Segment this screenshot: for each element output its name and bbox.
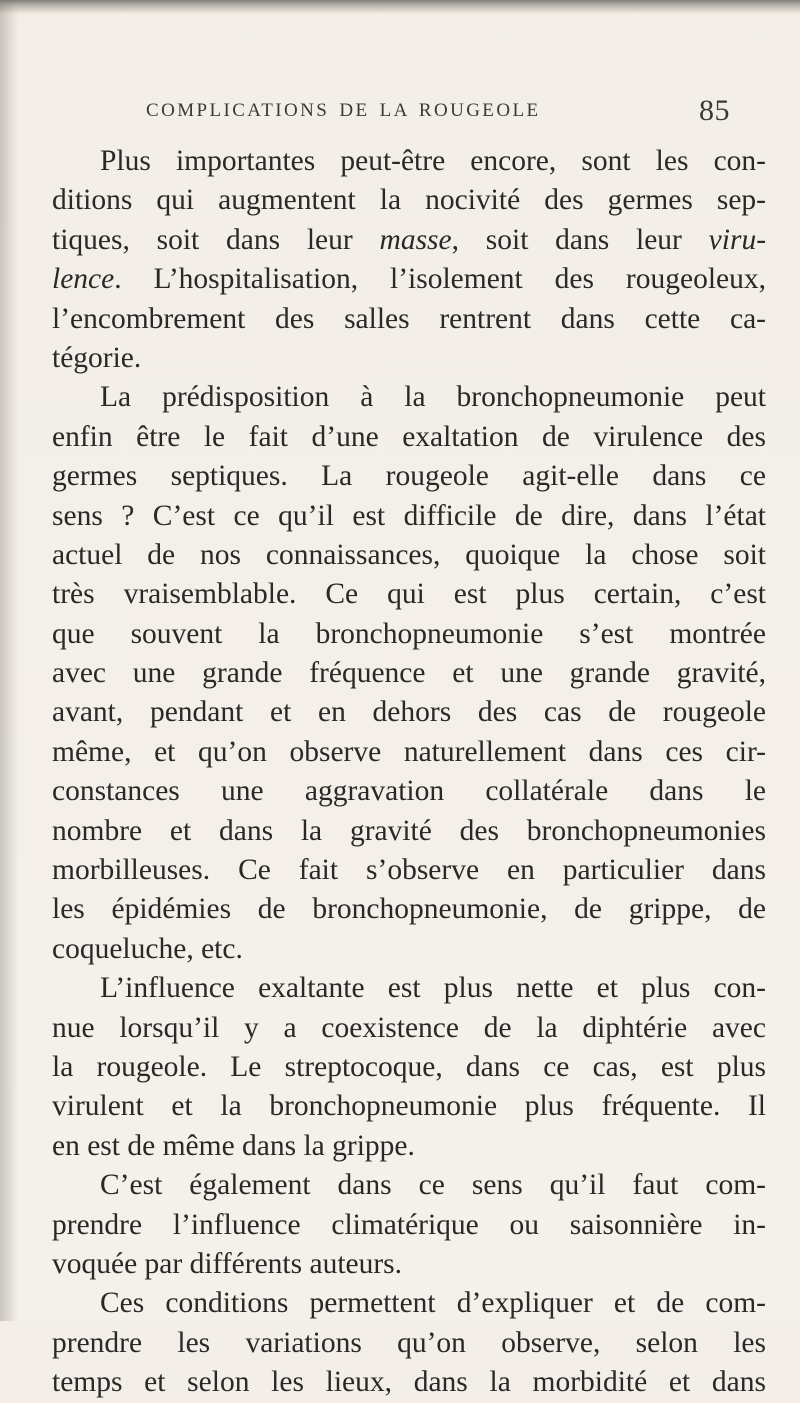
text-segment: tiques, soit dans leur <box>52 223 380 256</box>
text-line: que souvent la bronchopneumonie s’est montrée <box>52 617 766 650</box>
text-line: La prédisposition à la bronchopneumonie peut <box>100 381 766 414</box>
text-line: voquée par différents auteurs. <box>52 1247 403 1280</box>
text-segment: , soit dans leur <box>451 223 709 256</box>
text-line: Ces conditions permettent d’expliquer et de com- <box>100 1287 766 1320</box>
page-gutter-shadow <box>0 0 18 1321</box>
page-top-edge-shadow <box>0 0 800 14</box>
text-line: temps et selon les lieux, dans la morbidité et dans <box>52 1366 766 1399</box>
text-line: prendre l’influence climatérique ou saisonnière in- <box>52 1208 766 1241</box>
text-line: Plus importantes peut-être encore, sont les con- <box>100 145 766 177</box>
text-segment: . L’hospitalisation, l’isolement des rougeoleux, <box>114 263 766 296</box>
italic-word: masse <box>379 223 452 256</box>
text-line: nue lorsqu’il y a coexistence de la diphtérie avec <box>52 1011 766 1044</box>
text-line: germes septiques. La rougeole agit-elle dans ce <box>52 460 766 493</box>
text-line: même, et qu’on observe naturellement dans ces cir- <box>52 735 766 768</box>
text-line: constances une aggravation collatérale dans le <box>52 775 766 808</box>
text-line: tégorie. <box>52 341 142 374</box>
text-line: prendre les variations qu’on observe, selon les <box>52 1326 766 1359</box>
text-line <box>52 260 766 299</box>
text-line: morbilleuses. Ce fait s’observe en particulier dans <box>52 854 766 887</box>
text-line: très vraisemblable. Ce qui est plus certain, c’est <box>52 578 766 611</box>
text-line: C’est également dans ce sens qu’il faut com- <box>100 1169 766 1202</box>
italic-word: lence <box>52 263 115 296</box>
text-line: avec une grande fréquence et une grande gravité, <box>52 657 766 690</box>
italic-word: viru- <box>708 223 767 256</box>
text-line: enfin être le fait d’une exaltation de virulence des <box>52 420 766 453</box>
page-number: 85 <box>699 94 730 127</box>
text-line: sens ? C’est ce qu’il est difficile de dire, dans l’état <box>52 499 766 532</box>
text-line: les épidémies de bronchopneumonie, de grippe, de <box>52 893 766 926</box>
text-line: nombre et dans la gravité des bronchopneumonies <box>52 814 766 847</box>
text-line <box>52 221 766 260</box>
text-line: coqueluche, etc. <box>52 932 243 965</box>
body-text <box>52 142 766 1403</box>
text-line: l’encombrement des salles rentrent dans cette ca- <box>52 302 766 335</box>
text-line: ditions qui augmentent la nocivité des germes sep- <box>52 184 766 217</box>
text-line: actuel de nos connaissances, quoique la chose soit <box>52 538 766 571</box>
text-line: la rougeole. Le streptocoque, dans ce cas, est plus <box>52 1050 766 1083</box>
running-head <box>146 96 746 126</box>
text-line: en est de même dans la grippe. <box>52 1129 415 1162</box>
text-line: L’influence exaltante est plus nette et plus con- <box>100 972 766 1005</box>
text-line: virulent et la bronchopneumonie plus fréquente. Il <box>52 1090 766 1123</box>
text-line: avant, pendant et en dehors des cas de rougeole <box>52 696 766 729</box>
running-title: COMPLICATIONS DE LA ROUGEOLE <box>146 100 541 121</box>
